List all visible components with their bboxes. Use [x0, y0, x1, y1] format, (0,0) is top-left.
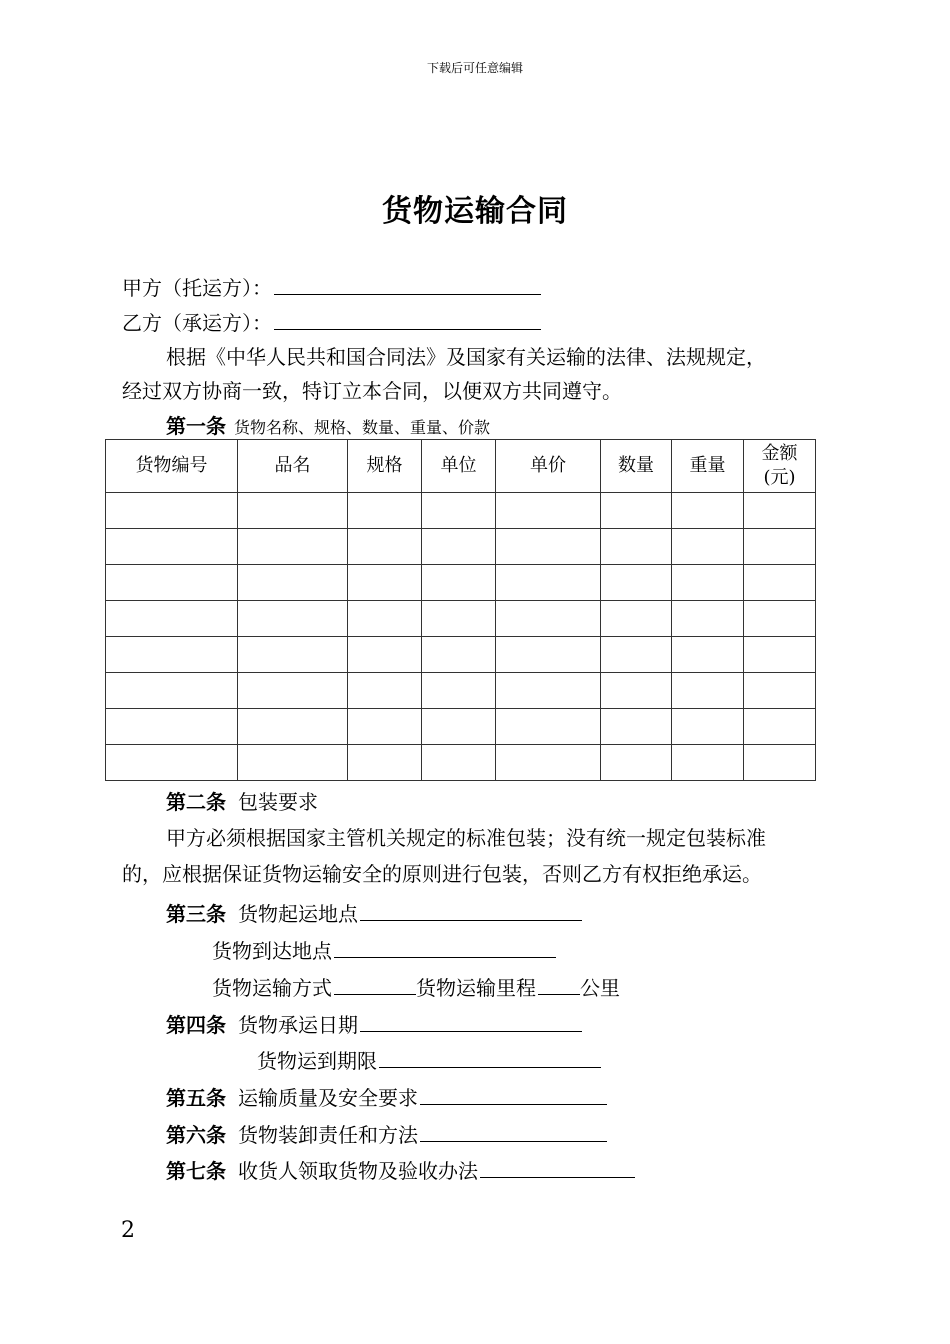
table-cell[interactable] — [496, 529, 601, 565]
col-spec: 规格 — [348, 440, 422, 493]
party-a-label: 甲方（托运方）： — [122, 276, 272, 300]
table-cell[interactable] — [496, 745, 601, 781]
article-3-text: 货物起运地点 — [238, 902, 358, 926]
article-3-line-3 — [212, 974, 620, 1000]
table-cell[interactable] — [348, 709, 422, 745]
table-cell[interactable] — [348, 565, 422, 601]
table-row — [106, 673, 816, 709]
party-b-line — [122, 309, 541, 335]
table-cell[interactable] — [672, 745, 744, 781]
table-cell[interactable] — [744, 745, 816, 781]
table-cell[interactable] — [672, 565, 744, 601]
party-b-label: 乙方（承运方）： — [122, 311, 272, 335]
col-unit: 单位 — [422, 440, 496, 493]
table-cell[interactable] — [106, 673, 238, 709]
party-b-blank[interactable] — [274, 309, 541, 330]
article-2-text: 包装要求 — [238, 790, 318, 814]
table-cell[interactable] — [106, 529, 238, 565]
article-4-text: 货物承运日期 — [238, 1013, 358, 1037]
table-cell[interactable] — [348, 529, 422, 565]
article-2-label: 第二条 — [166, 790, 226, 814]
table-cell[interactable] — [348, 745, 422, 781]
table-cell[interactable] — [348, 637, 422, 673]
table-cell[interactable] — [106, 565, 238, 601]
col-amount-line-1: 金额 — [761, 443, 798, 464]
table-cell[interactable] — [672, 673, 744, 709]
table-cell[interactable] — [238, 493, 348, 529]
table-cell[interactable] — [422, 529, 496, 565]
article-7-text: 收货人领取货物及验收办法 — [238, 1159, 478, 1183]
table-cell[interactable] — [422, 673, 496, 709]
article-6-text: 货物装卸责任和方法 — [238, 1123, 418, 1147]
table-cell[interactable] — [348, 601, 422, 637]
document-title: 货物运输合同 — [382, 194, 568, 229]
article-3-line-2 — [212, 937, 556, 963]
table-cell[interactable] — [601, 565, 672, 601]
table-cell[interactable] — [744, 565, 816, 601]
table-cell[interactable] — [672, 709, 744, 745]
party-a-blank[interactable] — [274, 274, 541, 295]
col-amount — [744, 440, 816, 493]
table-cell[interactable] — [601, 745, 672, 781]
table-cell[interactable] — [496, 673, 601, 709]
table-cell[interactable] — [672, 601, 744, 637]
article-4-line-2 — [257, 1047, 601, 1073]
col-amount-line-2: (元) — [763, 467, 796, 488]
party-a-line — [122, 274, 541, 300]
table-cell[interactable] — [601, 637, 672, 673]
table-cell[interactable] — [348, 493, 422, 529]
article-5-heading — [166, 1084, 607, 1110]
table-cell[interactable] — [106, 601, 238, 637]
goods-table — [105, 439, 816, 781]
table-cell[interactable] — [672, 637, 744, 673]
preamble-line-2: 经过双方协商一致，特订立本合同，以便双方共同遵守。 — [122, 379, 622, 403]
article-5-label: 第五条 — [166, 1086, 226, 1110]
table-cell[interactable] — [496, 709, 601, 745]
table-cell[interactable] — [106, 493, 238, 529]
article-2-body-2: 的，应根据保证货物运输安全的原则进行包装，否则乙方有权拒绝承运。 — [122, 862, 762, 886]
article-2-heading — [166, 790, 318, 814]
col-goods-id: 货物编号 — [106, 440, 238, 493]
delivery-deadline-blank[interactable] — [379, 1047, 601, 1068]
table-cell[interactable] — [422, 637, 496, 673]
article-5-text: 运输质量及安全要求 — [238, 1086, 418, 1110]
article-4-heading — [166, 1011, 582, 1037]
article-3-heading — [166, 900, 582, 926]
page-number: 2 — [121, 1218, 135, 1243]
carry-date-blank[interactable] — [360, 1011, 582, 1032]
table-cell[interactable] — [496, 493, 601, 529]
col-weight: 重量 — [672, 440, 744, 493]
table-cell[interactable] — [601, 601, 672, 637]
table-cell[interactable] — [496, 565, 601, 601]
transport-mode-label: 货物运输方式 — [212, 976, 332, 1000]
col-item-name: 品名 — [238, 440, 348, 493]
table-cell[interactable] — [601, 529, 672, 565]
table-cell[interactable] — [422, 493, 496, 529]
table-cell[interactable] — [106, 709, 238, 745]
table-row — [106, 565, 816, 601]
table-cell[interactable] — [238, 565, 348, 601]
article-6-heading — [166, 1121, 607, 1147]
loading-blank[interactable] — [420, 1121, 607, 1142]
table-cell[interactable] — [348, 673, 422, 709]
distance-unit: 公里 — [580, 976, 620, 1000]
article-1-text: 货物名称、规格、数量、重量、价款 — [234, 418, 491, 437]
transport-distance-blank[interactable] — [538, 974, 580, 995]
origin-blank[interactable] — [360, 900, 582, 921]
table-cell[interactable] — [422, 745, 496, 781]
col-unit-price: 单价 — [496, 440, 601, 493]
table-cell[interactable] — [106, 637, 238, 673]
table-cell[interactable] — [238, 601, 348, 637]
article-3-label: 第三条 — [166, 902, 226, 926]
table-cell[interactable] — [238, 745, 348, 781]
table-row — [106, 745, 816, 781]
table-cell[interactable] — [601, 673, 672, 709]
destination-blank[interactable] — [334, 937, 556, 958]
table-header-row — [106, 440, 816, 493]
transport-distance-label: 货物运输里程 — [416, 976, 536, 1000]
table-cell[interactable] — [601, 493, 672, 529]
table-cell[interactable] — [238, 673, 348, 709]
table-cell[interactable] — [744, 709, 816, 745]
table-row — [106, 529, 816, 565]
table-cell[interactable] — [238, 709, 348, 745]
article-1-label: 第一条 — [166, 414, 226, 438]
article-7-heading — [166, 1157, 635, 1183]
table-cell[interactable] — [422, 565, 496, 601]
table-row — [106, 601, 816, 637]
table-row — [106, 493, 816, 529]
quality-safety-blank[interactable] — [420, 1084, 607, 1105]
table-cell[interactable] — [106, 745, 238, 781]
table-cell[interactable] — [422, 709, 496, 745]
table-cell[interactable] — [238, 637, 348, 673]
acceptance-blank[interactable] — [480, 1157, 635, 1178]
table-cell[interactable] — [744, 493, 816, 529]
table-cell[interactable] — [422, 601, 496, 637]
article-7-label: 第七条 — [166, 1159, 226, 1183]
table-cell[interactable] — [496, 637, 601, 673]
article-2-body-1: 甲方必须根据国家主管机关规定的标准包装；没有统一规定包装标准 — [166, 826, 766, 850]
destination-label: 货物到达地点 — [212, 939, 332, 963]
table-cell[interactable] — [744, 673, 816, 709]
table-cell[interactable] — [744, 637, 816, 673]
delivery-deadline-label: 货物运到期限 — [257, 1049, 377, 1073]
col-quantity: 数量 — [601, 440, 672, 493]
article-4-label: 第四条 — [166, 1013, 226, 1037]
table-cell[interactable] — [672, 529, 744, 565]
transport-mode-blank[interactable] — [334, 974, 416, 995]
header-note: 下载后可任意编辑 — [426, 61, 523, 75]
table-cell[interactable] — [744, 601, 816, 637]
table-row — [106, 709, 816, 745]
preamble-line-1: 根据《中华人民共和国合同法》及国家有关运输的法律、法规规定， — [166, 345, 766, 369]
table-cell[interactable] — [496, 601, 601, 637]
table-cell[interactable] — [601, 709, 672, 745]
article-6-label: 第六条 — [166, 1123, 226, 1147]
table-cell[interactable] — [672, 493, 744, 529]
table-cell[interactable] — [744, 529, 816, 565]
table-cell[interactable] — [238, 529, 348, 565]
table-row — [106, 637, 816, 673]
goods-table-body — [106, 493, 816, 781]
article-1-heading — [166, 414, 490, 440]
